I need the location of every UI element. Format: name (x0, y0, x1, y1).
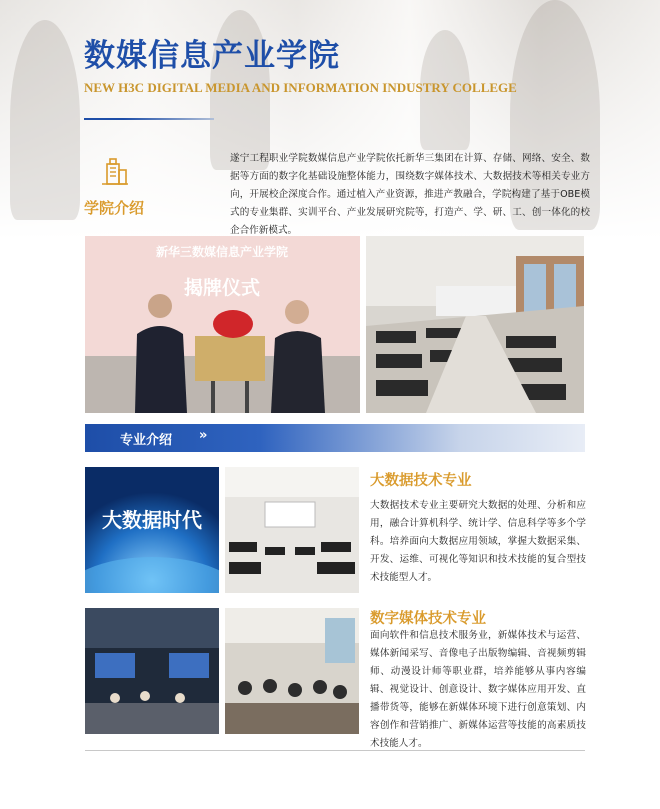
major-description-digital-media: 面向软件和信息技术服务业，新媒体技术与运营、媒体新闻采写、音像电子出版物编辑、音视频剪辑师、动漫设计师等职业群，培养能够从事内容编辑、视觉设计、创意设计、数字媒体应用开发、直播带货等，能够在新媒体环境下进行创意策划、内容创作和营销推广、新媒体运营等技能的高素质技术技能人才。 (370, 630, 586, 749)
majors-section-header (85, 424, 585, 452)
page-title: 数媒信息产业学院 (84, 38, 340, 74)
big-data-lab-scene (225, 467, 359, 593)
major-title-digital-media: 数字媒体技术专业 (370, 611, 486, 627)
double-chevron-right-icon: » (199, 428, 208, 443)
big-data-lab-photo (225, 467, 359, 593)
computer-lab-photo (366, 236, 584, 413)
classroom-photo (225, 608, 359, 734)
title-divider (84, 118, 214, 120)
majors-section-label: 专业介绍 (120, 433, 173, 448)
college-intro-heading: 学院介绍 (84, 199, 145, 217)
major-title-big-data: 大数据技术专业 (370, 473, 472, 489)
ceremony-scene (85, 236, 360, 413)
ceremony-banner-line1: 新华三数媒信息产业学院 (155, 245, 289, 259)
studio-scene (85, 608, 219, 734)
unveiling-ceremony-photo (85, 236, 360, 413)
big-data-era-text: 大数据时代 (102, 508, 202, 532)
classroom-scene (225, 608, 359, 734)
big-data-era-image (85, 467, 219, 593)
major-description-big-data: 大数据技术专业主要研究大数据的处理、分析和应用，融合计算机科学、统计学、信息科学等多个学科。培养面向大数据应用领域，掌握大数据采集、开发、运维、可视化等知识和技术技能的复合型技术技能型人才。 (370, 500, 586, 583)
page-subtitle-english: NEW H3C DIGITAL MEDIA AND INFORMATION INDUSTRY COLLEGE (84, 80, 517, 95)
computer-lab-scene (366, 236, 584, 413)
studio-photo (85, 608, 219, 734)
college-intro-text: 遂宁工程职业学院数媒信息产业学院依托新华三集团在计算、存储、网络、安全、数据等方面的数字化基础设施整体能力，围绕数字媒体技术、大数据技术等相关专业方向，开展校企深度合作。通过植入产业资源，推进产教融合，学院构建了基于OBE模式的专业集群、实训平台、产业发展研究院等，打造产、学、研、工、创一体化的校企合作新模式。 (230, 153, 590, 236)
building-icon (100, 156, 130, 186)
bottom-divider (85, 750, 585, 751)
big-data-era-graphic (85, 467, 219, 593)
ceremony-banner-line2: 揭牌仪式 (183, 277, 261, 299)
